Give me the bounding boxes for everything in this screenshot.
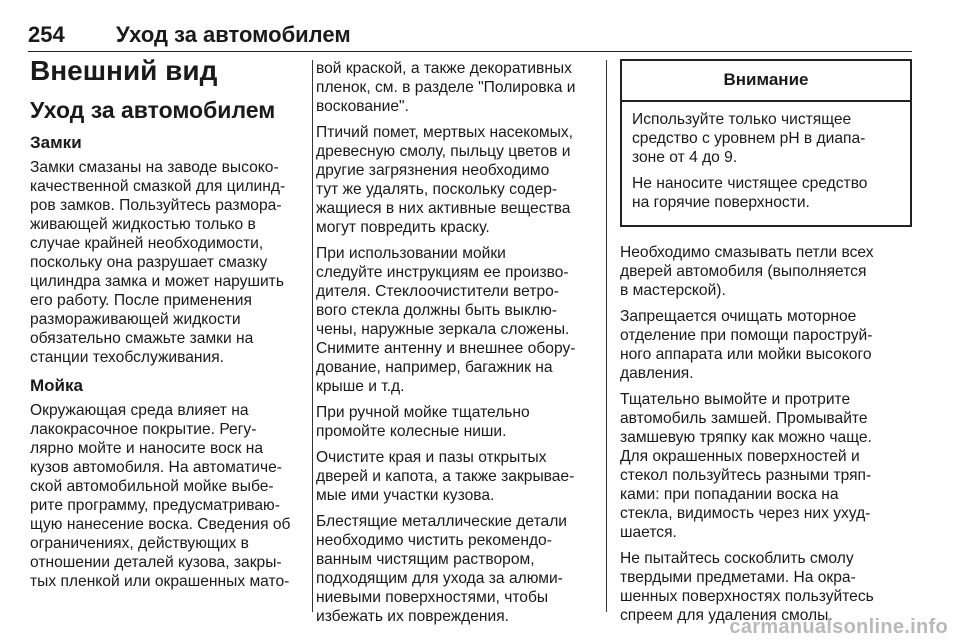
- paragraph: вой краской, а также декоративных пленок, см. в разделе "Полировка и воскование".: [316, 60, 576, 115]
- running-title: Уход за автомобилем: [116, 22, 351, 47]
- paragraph: Блестящие металлические детали необходимо чистить рекомендо- ванным чистящим раствором, подходящим для ухода за алюми- ниевыми поверхностями, чтобы избежать их повреждения.: [316, 513, 568, 625]
- warning-paragraph: Не наносите чистящее средство на горячие поверхности.: [632, 175, 868, 211]
- locks-paragraph: Замки смазаны на заводе высоко- качественной смазкой для цилинд- ров замков. Пользуйтесь размора- живающей жидкостью только в случае крайней необходимости, поскольку она разрушает смазку цилиндра замка и может нарушить его работу. После применения размораживающей жидкости обязательно смажьте замки на станции техобслуживания.: [30, 159, 286, 366]
- locks-heading: Замки: [30, 133, 82, 152]
- page-number: 254: [28, 22, 65, 47]
- column-2: [316, 59, 598, 633]
- header-rule: [28, 51, 912, 52]
- wash-paragraph: Окружающая среда влияет на лакокрасочное покрытие. Регу- лярно мойте и наносите воск на кузов автомобиля. На автоматиче- ской автомобильной мойке выбе- рите программу, предусматриваю- щую нанесение воска. Сведения об ограничениях, действующих в отношении деталей кузова, закры- тых пленкой или окрашенных мато-: [30, 402, 291, 590]
- paragraph: Тщательно вымойте и протрите автомобиль замшей. Промывайте замшевую тряпку как можно чаще. Для окрашенных поверхностей и стекол пользуйтесь разными тряп- ками: при попадании воска на стекла, видимость через них ухуд- шается.: [620, 391, 872, 541]
- paragraph: Необходимо смазывать петли всех дверей автомобиля (выполняется в мастерской).: [620, 244, 874, 299]
- paragraph: При использовании мойки следуйте инструкциям ее произво- дителя. Стеклоочистители ветро- вого стекла должны быть выклю- чены, наружные зеркала сложены. Снимите антенну и внешнее обору- дование, например, багажник на крыше и т.д.: [316, 245, 576, 395]
- subsection-title: Уход за автомобилем: [30, 97, 276, 123]
- paragraph: При ручной мойке тщательно промойте колесные ниши.: [316, 404, 530, 440]
- watermark: carmanualsonline.info: [729, 616, 948, 638]
- section-title: Внешний вид: [30, 55, 218, 86]
- wash-heading: Мойка: [30, 376, 83, 395]
- warning-title: Внимание: [622, 61, 910, 102]
- column-divider-right: [606, 60, 607, 612]
- column-1: [30, 54, 302, 598]
- warning-paragraph: Используйте только чистящее средство с уровнем pH в диапа- зоне от 4 до 9.: [632, 111, 866, 166]
- warning-body: [622, 102, 910, 225]
- column-divider-left: [312, 60, 313, 612]
- warning-box: [620, 59, 912, 227]
- paragraph: Очистите края и пазы открытых дверей и капота, а также закрывае- мые ими участки кузова.: [316, 449, 575, 504]
- paragraph: Птичий помет, мертвых насекомых, древесную смолу, пыльцу цветов и другие загрязнения необходимо тут же удалять, поскольку содер- жащиеся в них активные вещества могут повредить краску.: [316, 124, 573, 236]
- paragraph: Не пытайтесь соскоблить смолу твердыми предметами. На окра- шенных поверхностях пользуйтесь спреем для удаления смолы.: [620, 550, 874, 624]
- column-3: [620, 59, 912, 632]
- paragraph: Запрещается очищать моторное отделение при помощи пароструй- ного аппарата или мойки высокого давления.: [620, 308, 873, 382]
